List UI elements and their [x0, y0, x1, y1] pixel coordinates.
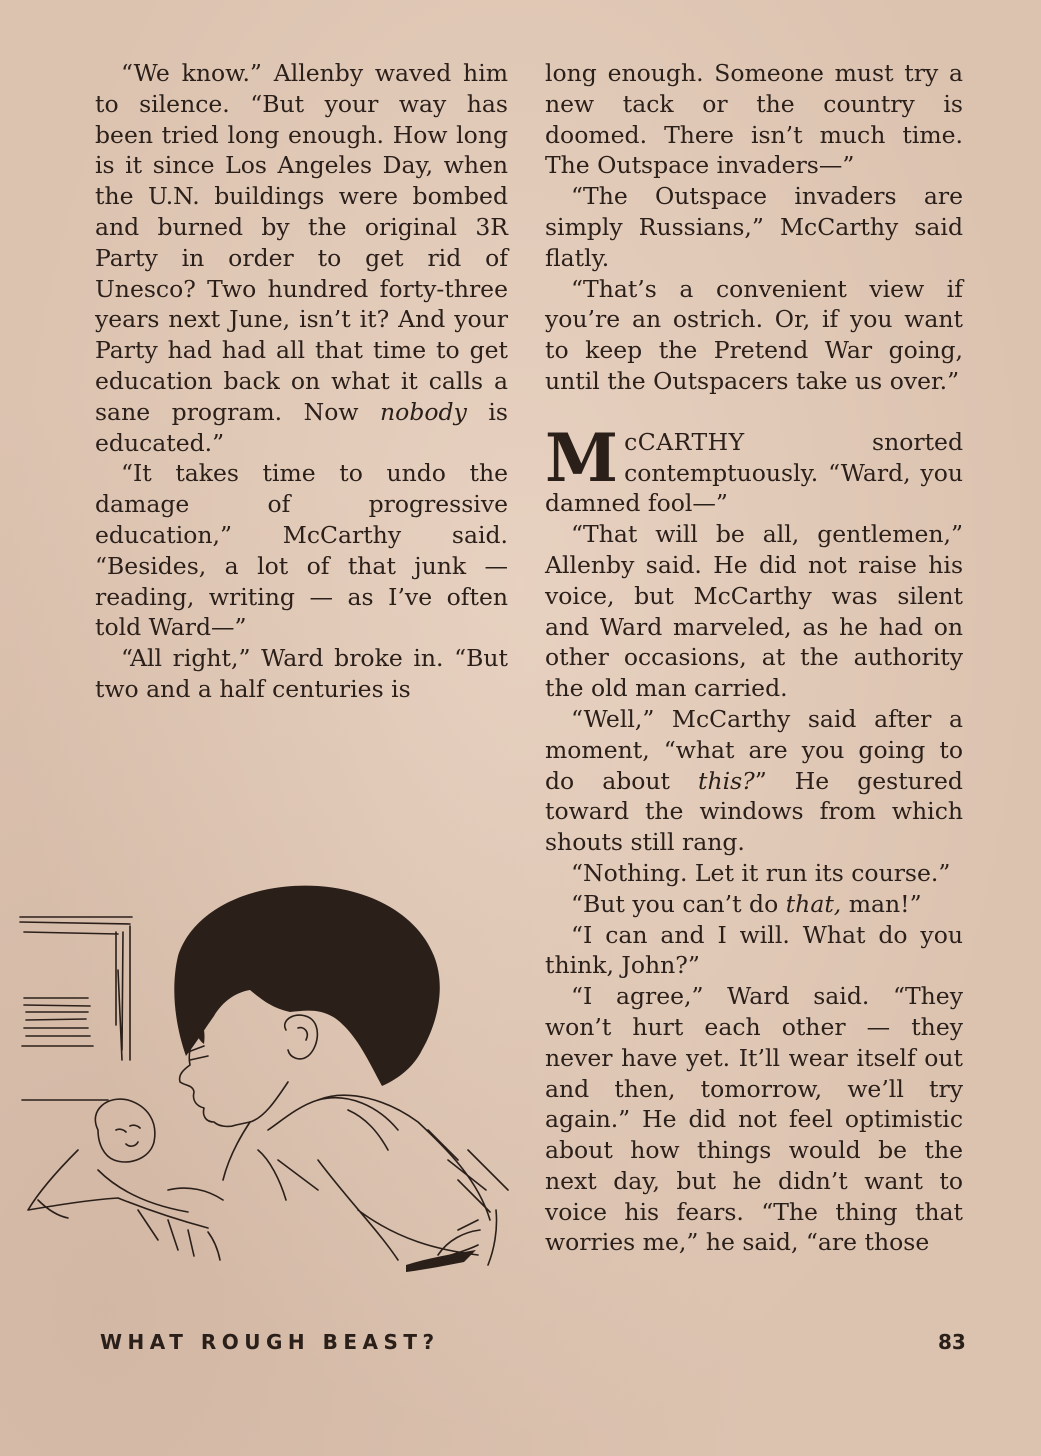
left-text-column	[95, 58, 508, 705]
paragraph: long enough. Someone must try a new tack or the country is doomed. There isn’t much time. The Outspace invaders—”	[545, 59, 963, 180]
running-footer-title: WHAT ROUGH BEAST?	[100, 1330, 440, 1354]
paragraph: “That will be all, gentlemen,” Allenby said. He did not raise his voice, but McCarthy was silent and Ward marveled, as he had on other occasions, at the authority the old man carried.	[545, 520, 963, 703]
paragraph-text: “We know.” Allenby waved him to silence. “But your way has been tried long enough. How long is it since Los Angeles Day, when the U.N. buildings were bombed and burned by the original 3R Party in order to get rid of Unesco? Two hundred forty-three years next June, isn’t it? And your Party had had all that time to get education back on what it calls a sane program. Now	[95, 59, 508, 426]
window-blinds	[22, 998, 108, 1100]
emphasis-text: that,	[785, 889, 842, 918]
baby-face	[116, 1125, 140, 1146]
paragraph-text: ” He gestured toward the windows from which shouts still rang.	[545, 766, 963, 857]
paragraph: “It takes time to undo the damage of progressive education,” McCarthy said. “Besides, a lot of that junk — reading, writing — as I’ve often told Ward—”	[95, 459, 508, 642]
drop-cap: M	[545, 418, 619, 497]
emphasis-text: nobody	[380, 397, 467, 426]
blanket-folds	[38, 1200, 220, 1260]
paragraph: “All right,” Ward broke in. “But two and a half centuries is	[95, 644, 508, 703]
paragraph	[545, 889, 963, 920]
paragraph: “I agree,” Ward said. “They won’t hurt each other — they never have yet. It’ll wear itself out and then, tomorrow, we’ll try again.” He did not feel optimistic about how things would be the next day, but he didn’t want to voice his fears. “The thing that worries me,” he said, “are those	[545, 982, 963, 1257]
page-number: 83	[938, 1330, 966, 1354]
paragraph: “That’s a convenient view if you’re an ostrich. Or, if you want to keep the Pretend War going, until the Outspacers take us over.”	[545, 274, 963, 395]
paragraph-text: “Well,” McCarthy said after a moment, “what are you going to do about	[545, 704, 963, 795]
paragraph: “Nothing. Let it run its course.”	[571, 858, 951, 887]
paragraph-with-drop-cap	[545, 418, 963, 519]
paragraph-text: man!”	[848, 889, 922, 918]
ear	[285, 1015, 318, 1059]
emphasis-text: this?	[698, 766, 755, 795]
paragraph: “The Outspace invaders are simply Russians,” McCarthy said flatly.	[545, 182, 963, 272]
window-frame	[20, 917, 132, 1060]
paragraph	[95, 58, 508, 458]
lead-in-text: cCARTHY	[624, 427, 745, 456]
right-text-column	[545, 58, 963, 1258]
paragraph: “I can and I will. What do you think, John?”	[545, 920, 963, 980]
paragraph-text: “But you can’t do	[571, 889, 779, 918]
paragraph-text: is educated.”	[95, 397, 508, 457]
shadow-wedge	[406, 1250, 476, 1272]
paragraph	[545, 704, 963, 858]
ink-illustration	[18, 860, 518, 1290]
paragraph-text: snorted contemptuously. “Ward, you damned fool—”	[545, 427, 963, 518]
